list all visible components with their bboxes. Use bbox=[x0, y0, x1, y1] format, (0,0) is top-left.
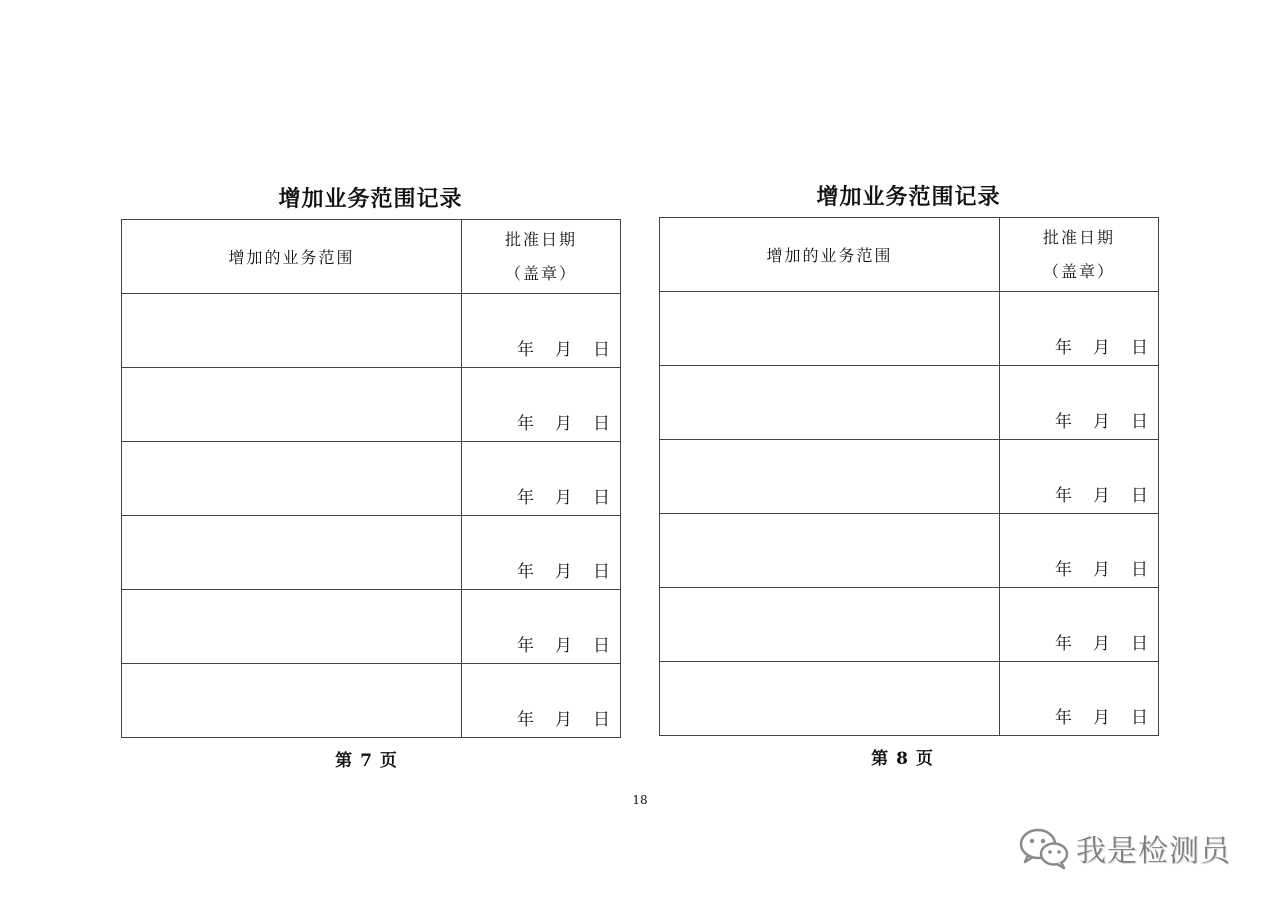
month-label: 月 bbox=[555, 488, 572, 508]
day-label: 日 bbox=[593, 414, 610, 434]
sheet-number: 18 bbox=[632, 793, 648, 807]
page-number-footer: 第 7 页 bbox=[335, 751, 398, 771]
table-row bbox=[660, 440, 1159, 514]
date-cell[interactable] bbox=[1000, 662, 1159, 736]
seal-label: （盖章） bbox=[1042, 261, 1115, 281]
date-cell[interactable] bbox=[1000, 292, 1159, 366]
date-cell[interactable] bbox=[462, 294, 621, 368]
table-row bbox=[122, 664, 621, 738]
month-label: 月 bbox=[555, 636, 572, 656]
month-label: 月 bbox=[1093, 486, 1110, 506]
business-scope-table bbox=[121, 219, 621, 738]
date-cell[interactable] bbox=[1000, 366, 1159, 440]
scope-cell[interactable] bbox=[660, 292, 1000, 366]
month-label: 月 bbox=[555, 340, 572, 360]
scope-column-header: 增加的业务范围 bbox=[122, 220, 462, 294]
table-row bbox=[660, 514, 1159, 588]
year-label: 年 bbox=[1055, 560, 1072, 580]
scope-cell[interactable] bbox=[660, 366, 1000, 440]
scope-cell[interactable] bbox=[122, 590, 462, 664]
scope-cell[interactable] bbox=[122, 294, 462, 368]
scope-cell[interactable] bbox=[122, 442, 462, 516]
approval-date-label: 批准日期 bbox=[504, 229, 577, 249]
page-title: 增加业务范围记录 bbox=[278, 187, 463, 212]
day-label: 日 bbox=[1131, 560, 1148, 580]
day-label: 日 bbox=[1131, 338, 1148, 358]
page-title: 增加业务范围记录 bbox=[816, 185, 1001, 210]
table-row bbox=[660, 662, 1159, 736]
table-row bbox=[122, 442, 621, 516]
month-label: 月 bbox=[555, 414, 572, 434]
month-label: 月 bbox=[1093, 708, 1110, 728]
date-cell[interactable] bbox=[462, 368, 621, 442]
scope-cell[interactable] bbox=[660, 588, 1000, 662]
scope-column-header: 增加的业务范围 bbox=[660, 218, 1000, 292]
watermark-text: 我是检测员 bbox=[1076, 834, 1231, 869]
year-label: 年 bbox=[517, 488, 534, 508]
page-number-footer: 第 8 页 bbox=[871, 749, 934, 769]
table-row bbox=[122, 516, 621, 590]
approval-date-label: 批准日期 bbox=[1042, 227, 1115, 247]
month-label: 月 bbox=[1093, 634, 1110, 654]
day-label: 日 bbox=[1131, 708, 1148, 728]
approval-date-column-header bbox=[1000, 218, 1159, 292]
table-row bbox=[660, 588, 1159, 662]
month-label: 月 bbox=[555, 710, 572, 730]
date-cell[interactable] bbox=[1000, 440, 1159, 514]
table-row bbox=[122, 368, 621, 442]
business-scope-table bbox=[659, 217, 1159, 736]
day-label: 日 bbox=[593, 562, 610, 582]
date-cell[interactable] bbox=[462, 516, 621, 590]
table-header-row bbox=[660, 218, 1159, 292]
table-row bbox=[660, 366, 1159, 440]
table-header-row bbox=[122, 220, 621, 294]
month-label: 月 bbox=[1093, 412, 1110, 432]
year-label: 年 bbox=[517, 562, 534, 582]
wechat-logo-icon bbox=[1018, 826, 1070, 870]
year-label: 年 bbox=[1055, 708, 1072, 728]
scope-cell[interactable] bbox=[660, 662, 1000, 736]
year-label: 年 bbox=[1055, 338, 1072, 358]
month-label: 月 bbox=[555, 562, 572, 582]
scope-cell[interactable] bbox=[660, 514, 1000, 588]
day-label: 日 bbox=[593, 488, 610, 508]
month-label: 月 bbox=[1093, 560, 1110, 580]
day-label: 日 bbox=[1131, 412, 1148, 432]
year-label: 年 bbox=[1055, 634, 1072, 654]
date-cell[interactable] bbox=[462, 664, 621, 738]
day-label: 日 bbox=[593, 636, 610, 656]
year-label: 年 bbox=[1055, 486, 1072, 506]
approval-date-column-header bbox=[462, 220, 621, 294]
year-label: 年 bbox=[517, 340, 534, 360]
date-cell[interactable] bbox=[462, 442, 621, 516]
scope-cell[interactable] bbox=[122, 664, 462, 738]
year-label: 年 bbox=[517, 414, 534, 434]
table-row bbox=[122, 590, 621, 664]
scope-cell[interactable] bbox=[660, 440, 1000, 514]
month-label: 月 bbox=[1093, 338, 1110, 358]
table-row bbox=[122, 294, 621, 368]
scope-cell[interactable] bbox=[122, 516, 462, 590]
seal-label: （盖章） bbox=[504, 263, 577, 283]
year-label: 年 bbox=[517, 636, 534, 656]
day-label: 日 bbox=[593, 710, 610, 730]
table-row bbox=[660, 292, 1159, 366]
date-cell[interactable] bbox=[462, 590, 621, 664]
day-label: 日 bbox=[1131, 634, 1148, 654]
day-label: 日 bbox=[593, 340, 610, 360]
date-cell[interactable] bbox=[1000, 588, 1159, 662]
day-label: 日 bbox=[1131, 486, 1148, 506]
scope-cell[interactable] bbox=[122, 368, 462, 442]
year-label: 年 bbox=[1055, 412, 1072, 432]
watermark bbox=[1018, 826, 1231, 870]
date-cell[interactable] bbox=[1000, 514, 1159, 588]
year-label: 年 bbox=[517, 710, 534, 730]
